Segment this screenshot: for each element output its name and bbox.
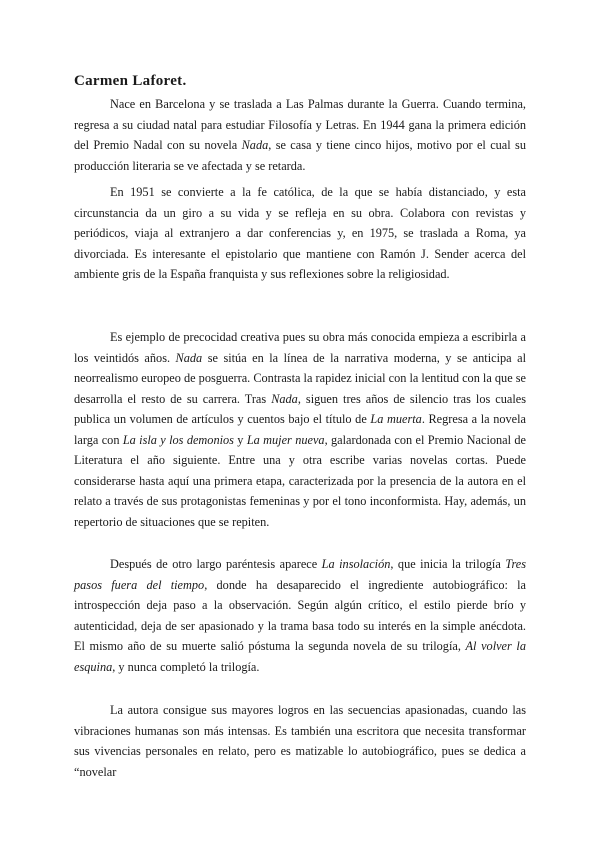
document-title: Carmen Laforet. [74,73,187,89]
italic-title: Nada [175,350,203,365]
italic-title: La isla y los demonios [122,432,234,447]
paragraph-2: En 1951 se convierte a la fe católica, de la que se había distanciado, y esta circunstancia da un giro a su vida y se refleja en su obra. Colabora con revistas y periódicos, viaja al extranjero a dar conferencias y, en 1975, se traslada a Roma, ya divorciada. Es interesante el epistolario que mantiene con Ramón J. Sender acerca del ambiente gris de la España franquista y sus reflexiones sobre la religiosidad. [74,185,526,281]
italic-title: Nada [241,138,269,152]
paragraph-3: Es ejemplo de precocidad creativa pues su obra más conocida empieza a escribirla a los veintidós años. Nada se sitúa en la línea de la narrativa moderna, y se anticipa al neorrealismo europeo de posguerra. Contrasta la rapidez inicial con la lentitud con la que se desarrolla el resto de su carrera. Tras Nada, siguen tres años de silencio tras los cuales publica un volumen de artículos y cuentos bajo el título de La muerta. Regresa a la novela larga con La isla y los demonios y La mujer nueva, galardonada con el Premio Nacional de Literatura el año siguiente. Entre una y otra escribe varias novelas cortas. Puede considerarse hasta aquí una primera etapa, caracterizada por la presencia de la autora en el relato a través de sus protagonistas femeninas y por el tono inconformista. Hay, además, un repertorio de situaciones que se repiten. [74,330,526,529]
italic-title: Tres pasos fuera del tiempo [74,557,527,592]
paragraph-5: La autora consigue sus mayores logros en las secuencias apasionadas, cuando las vibraciones humanas son más intensas. Es también una escritora que necesita transformar sus vivencias personales en relato, pero es matizable lo autobiográfico, pues se dedica a “novelar [74,703,526,779]
paragraph-1: Nace en Barcelona y se traslada a Las Palmas durante la Guerra. Cuando termina, regresa a su ciudad natal para estudiar Filosofía y Letras. En 1944 gana la primera edición del Premio Nadal con su novela Nada, se casa y tiene cinco hijos, motivo por el cual su producción literaria se ve afectada y se retarda. [74,97,526,173]
italic-title: Nada [271,391,298,406]
italic-title: Al volver la esquina [74,639,526,674]
paragraph-4: Después de otro largo paréntesis aparece La insolación, que inicia la trilogía Tres pasos fuera del tiempo, donde ha desaparecido el ingrediente autobiográfico: la introspección deja paso a la observación. Según algún crítico, el estilo pierde brío y autenticidad, deja de ser apasionado y la trama basa todo su interés en la simple anécdota. El mismo año de su muerte salió póstuma la segunda novela de su trilogía, Al volver la esquina, y nunca completó la trilogía. [74,557,527,674]
italic-title: La muerta [370,412,422,426]
italic-title: La mujer nueva [246,432,325,447]
italic-title: La insolación [321,557,391,571]
